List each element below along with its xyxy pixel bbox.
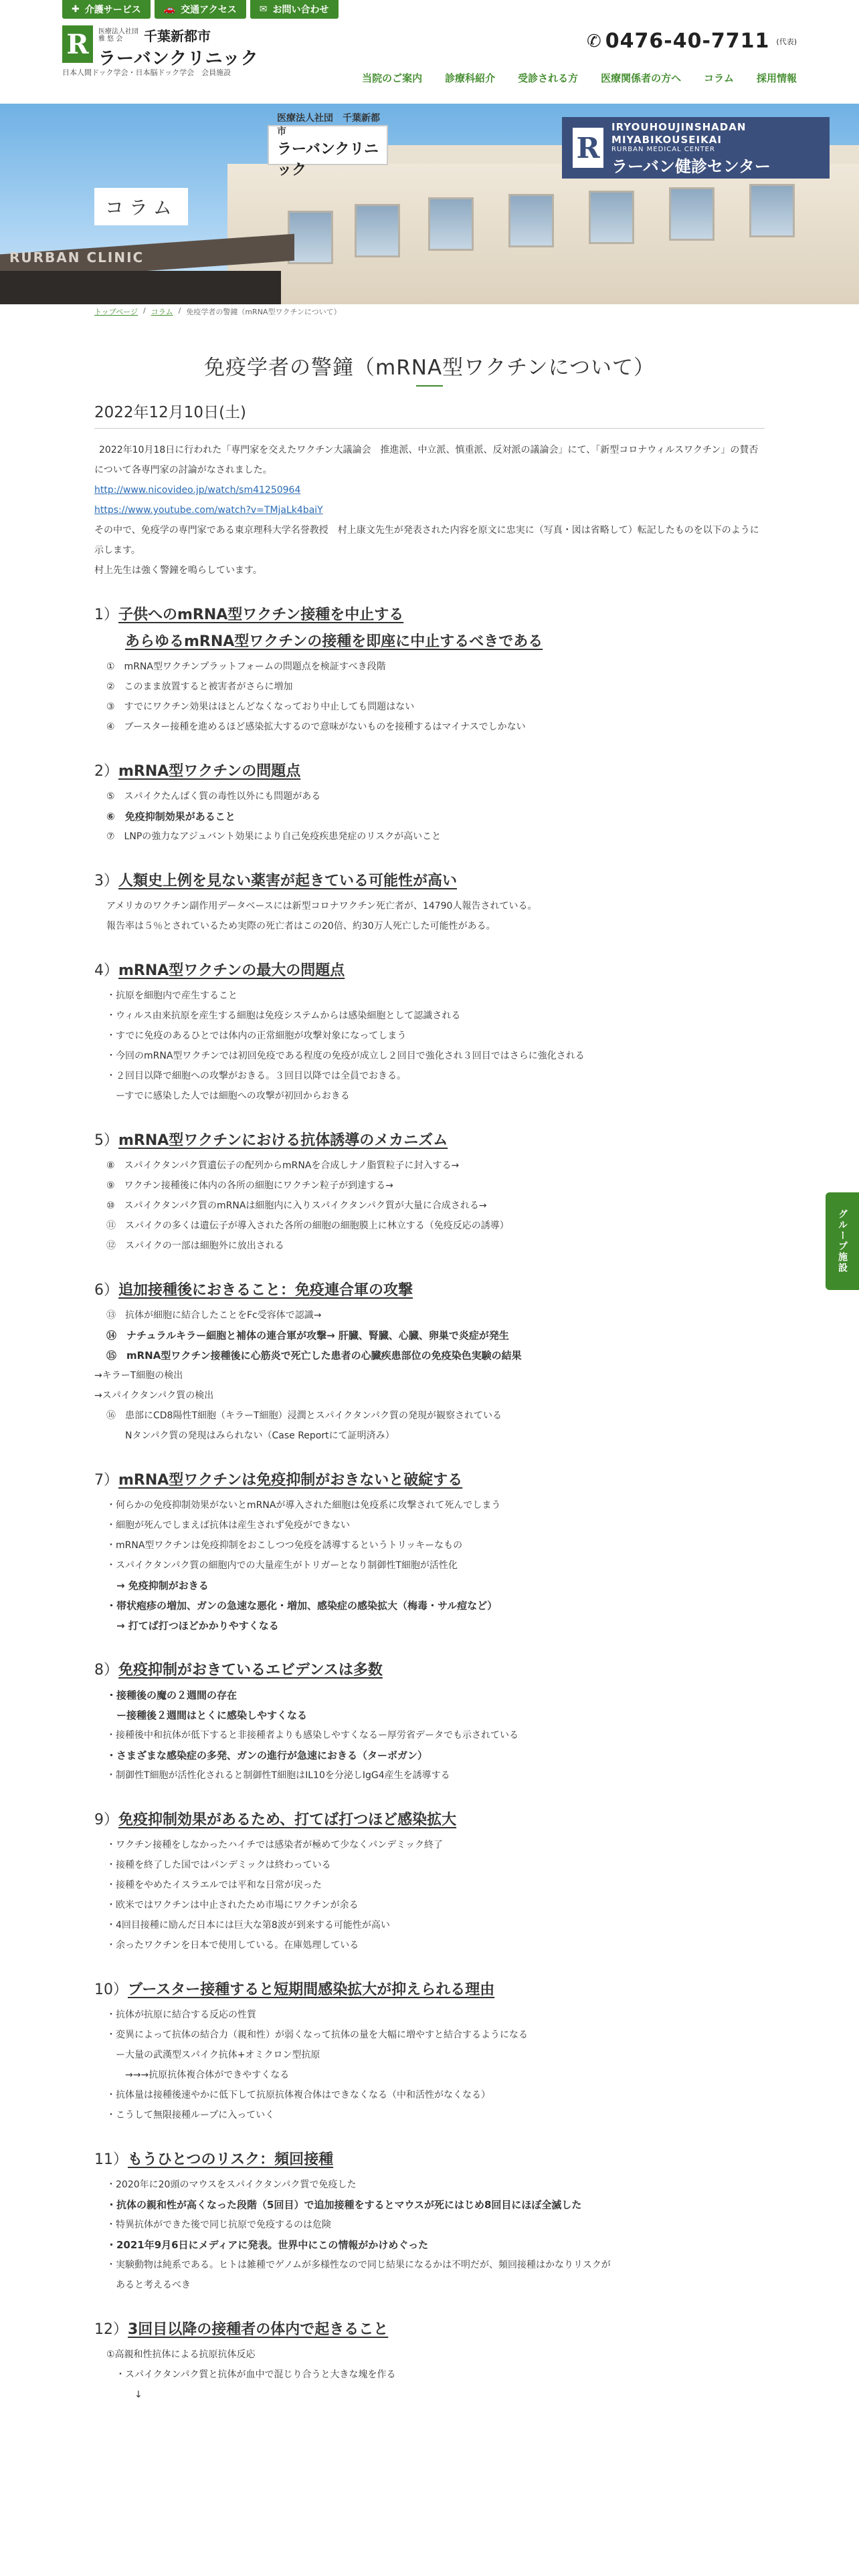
breadcrumb-separator: /: [143, 306, 146, 315]
section-title: 免疫抑制がおきているエビデンスは多数: [118, 1662, 383, 1679]
care-icon: ✚: [72, 4, 80, 15]
list-item: ③ すでにワクチン効果はほとんどなくなっており中止しても問題はない: [106, 702, 415, 712]
list-item: →キラーT細胞の検出: [94, 1370, 183, 1381]
title-underline: [416, 385, 443, 387]
section-list: [94, 2005, 765, 2125]
article-section: [94, 1279, 765, 1446]
building-window: [749, 184, 795, 237]
section-list: [94, 2345, 765, 2405]
list-item: ⑫ スパイクの一部は細胞外に放出される: [106, 1241, 284, 1251]
section-title: 人類史上例を見ない薬害が起きている可能性が高い: [118, 873, 458, 889]
list-item: ・接種をやめたイスラエルでは平和な日常が戻った: [106, 1880, 322, 1891]
article-section: [94, 869, 765, 936]
article-section: [94, 2148, 765, 2295]
list-item: ・２回目以降で細胞への攻撃がおきる。３回目以降では全員でおきる。: [106, 1071, 406, 1081]
intro-paragraph: 村上先生は強く警鐘を鳴らしています。: [94, 565, 262, 576]
list-item: ・スパイクタンパク質の細胞内での大量産生がトリガーとなり制御性T細胞が活性化: [106, 1560, 458, 1571]
logo-corp-name: 雅 悠 会: [98, 35, 123, 43]
list-item: あると考えるべき: [106, 2280, 191, 2290]
list-item: アメリカのワクチン副作用データベースには新型コロナワクチン死亡者が、14790人報告されている。: [106, 901, 537, 911]
intro-paragraph: その中で、免疫学の専門家である東京理科大学名誉教授 村上康文先生が発表された内容を原文に忠実に（写真・図は省略して）転記したものを以下のように示します。: [94, 525, 759, 556]
section-title: 追加接種後におきること：免疫連合軍の攻撃: [118, 1282, 413, 1299]
list-item: ・変異によって抗体の結合力（親和性）が弱くなって抗体の量を大幅に増やすと結合するようになる: [106, 2030, 528, 2040]
list-item: →→→抗原抗体複合体ができやすくなる: [106, 2070, 290, 2080]
logo-clinic-name: ラーバンクリニック: [98, 49, 259, 69]
section-number: 1）: [94, 607, 118, 623]
article-section: [94, 760, 765, 847]
intro-paragraph: 2022年10月18日に行われた「専門家を交えたワクチン大議論会 推進派、中立派、慎重派、反対派の議論会」にて、「新型コロナウィルスワクチン」の賛否について各専門家の討論がなされました。: [94, 445, 759, 475]
list-item: Nタンパク質の発現はみられない（Case Reportにて証明済み）: [106, 1430, 395, 1441]
section-title: mRNA型ワクチンにおける抗体誘導のメカニズム: [118, 1132, 448, 1149]
list-item: ① mRNA型ワクチンプラットフォームの問題点を検証すべき段階: [106, 661, 386, 672]
group-facilities-tab[interactable]: [826, 1192, 859, 1290]
article-body: [94, 440, 765, 2405]
util-button[interactable]: [155, 0, 246, 19]
site-logo[interactable]: [62, 25, 259, 70]
section-number: 6）: [94, 1282, 118, 1299]
section-list: [94, 786, 765, 847]
list-item: ・接種後中和抗体が低下すると非接種者よりも感染しやすくなるー厚労省データでも示されている: [106, 1730, 518, 1741]
list-item: ・制御性T細胞が活性化されると制御性T細胞はIL10を分泌しIgG4産生を誘導する: [106, 1770, 450, 1781]
list-item: ⑨ ワクチン接種後に体内の各所の細胞にワクチン粒子が到達する→: [106, 1180, 393, 1191]
section-number: 5）: [94, 1132, 118, 1149]
section-heading: [94, 1978, 765, 2002]
building-window: [508, 194, 554, 247]
section-number: 11）: [94, 2151, 128, 2168]
section-heading: [94, 1469, 765, 1493]
section-heading: [94, 959, 765, 983]
list-item: ・すでに免疫のあるひとでは体内の正常細胞が攻撃対象になってしまう: [106, 1031, 407, 1041]
list-item: ・スパイクタンパク質と抗体が血中で混じり合うと大きな塊を作る: [106, 2369, 396, 2380]
utility-nav: [62, 0, 339, 19]
building-window: [669, 187, 714, 241]
section-list: [94, 1156, 765, 1256]
article-intro: [94, 440, 765, 580]
section-list: [94, 1685, 765, 1786]
section-list: [94, 1305, 765, 1446]
list-item: 報告率は５％とされているため実際の死亡者はこの20倍、約30万人死亡した可能性がある。: [106, 921, 496, 932]
section-title: もうひとつのリスク：頻回接種: [128, 2151, 334, 2168]
post-date: 2022年12月10日(土): [94, 404, 247, 421]
sign-logo-icon: R: [573, 128, 603, 168]
article-section: [94, 603, 765, 737]
section-heading: [94, 1129, 765, 1153]
section-heading: [94, 2148, 765, 2172]
list-item: → 免疫抑制がおきる: [106, 1580, 209, 1592]
phone-contact[interactable]: [587, 29, 797, 53]
list-item: ・こうして無限接種ループに入っていく: [106, 2110, 275, 2121]
article-section: [94, 2318, 765, 2405]
nav-item[interactable]: 診療科紹介: [445, 72, 496, 84]
page-title: 免疫学者の警鐘（mRNA型ワクチンについて）: [204, 356, 655, 380]
list-item: ・さまざまな感染症の多発、ガンの進行が急速におきる（ターボガン）: [106, 1749, 428, 1761]
list-item: ⑬ 抗体が細胞に結合したことをFc受容体で認識→: [106, 1310, 322, 1321]
section-title: 子供へのmRNA型ワクチン接種を中止する: [118, 607, 404, 623]
list-item: ⑦ LNPの強力なアジュバント効果により自己免疫疾患発症のリスクが高いこと: [106, 831, 442, 842]
section-title: ブースター接種すると短期間感染拡大が抑えられる理由: [128, 1981, 495, 1998]
list-item: ・2020年に20頭のマウスをスパイクタンパク質で免疫した: [106, 2179, 357, 2190]
list-item: ーすでに感染した人では細胞への攻撃が初回からおきる: [106, 1091, 350, 1101]
list-item: ・接種を終了した国ではパンデミックは終わっている: [106, 1860, 331, 1870]
list-item: ①高親和性抗体による抗原抗体反応: [106, 2349, 256, 2360]
nav-item[interactable]: 当院のご案内: [362, 72, 423, 84]
list-item: ・ウィルス由来抗原を産生する細胞は免疫システムからは感染細胞として認識される: [106, 1010, 461, 1021]
list-item: ⑪ スパイクの多くは遺伝子が導入された各所の細胞の細胞膜上に林立する（免疫反応の誘導）: [106, 1220, 509, 1231]
list-item: ・細胞が死んでしまえば抗体は産生されず免疫ができない: [106, 1520, 350, 1531]
list-item: ⑥ 免疫抑制効果があること: [106, 811, 235, 823]
medical-center-sign: [562, 117, 830, 179]
list-item: ・mRNA型ワクチンは免疫抑制をおこしつつ免疫を誘導するというトリッキーなもの: [106, 1540, 463, 1551]
section-subtitle: あらゆるmRNA型ワクチンの接種を即座に中止するべきである: [125, 633, 543, 650]
list-item: ・抗体が抗原に結合する反応の性質: [106, 2010, 256, 2020]
section-title: mRNA型ワクチンの問題点: [118, 763, 301, 780]
building-window: [288, 211, 333, 264]
section-heading: [94, 2318, 765, 2342]
list-item: ② このまま放置すると被害者がさらに増加: [106, 681, 293, 692]
section-number: 3）: [94, 873, 118, 889]
section-heading: [94, 1808, 765, 1832]
util-button[interactable]: [250, 0, 339, 19]
mail-icon: ✉: [259, 4, 268, 15]
section-list: [94, 1835, 765, 1955]
list-item: ・帯状疱疹の増加、ガンの急速な悪化・増加、感染症の感染拡大（梅毒・サル痘など）: [106, 1600, 498, 1612]
list-item: ・特異抗体ができた後で同じ抗原で免疫するのは危険: [106, 2220, 331, 2230]
section-number: 4）: [94, 962, 118, 979]
list-item: ・余ったワクチンを日本で使用している。在庫処理している: [106, 1940, 359, 1951]
list-item: ⑩ スパイクタンパク質のmRNAは細胞内に入りスパイクタンパク質が大量に合成される→: [106, 1200, 487, 1211]
section-number: 7）: [94, 1472, 118, 1489]
breadcrumb: [94, 306, 341, 317]
list-item: ・ワクチン接種をしなかったハイチでは感染者が極めて少なくパンデミック終了: [106, 1840, 444, 1850]
canopy-sign: RURBAN CLINIC: [9, 249, 145, 265]
article-section: [94, 1808, 765, 1955]
hero-label: コラム: [94, 188, 188, 225]
breadcrumb-current: 免疫学者の警鐘（mRNA型ワクチンについて）: [186, 308, 341, 316]
clinic-sign-line1: 医療法人社団 千葉新都市: [277, 113, 380, 137]
section-number: 12）: [94, 2321, 128, 2338]
section-heading: [94, 1279, 765, 1303]
nicovideo-link[interactable]: http://www.nicovideo.jp/watch/sm41250964: [94, 485, 301, 496]
breadcrumb-column[interactable]: コラム: [151, 308, 173, 316]
list-item: ⑧ スパイクタンパク質遺伝子の配列からmRNAを合成しナノ脂質粒子に封入する→: [106, 1160, 460, 1171]
list-item: ⑮ mRNA型ワクチン接種後に心筋炎で死亡した患者の心臓疾患部位の免疫染色実験の結果: [106, 1350, 522, 1362]
list-item: ー接種後２週間はとくに感染しやすくなる: [106, 1709, 308, 1721]
section-number: 2）: [94, 763, 118, 780]
section-list: [94, 657, 765, 737]
phone-note: (代表): [776, 37, 797, 46]
section-list: [94, 896, 765, 936]
list-item: ・抗体量は接種後速やかに低下して抗原抗体複合体はできなくなる（中和活性がなくなる）: [106, 2090, 490, 2101]
list-item: ・抗体の親和性が高くなった段階（5回目）で追加接種をするとマウスが死にはじめ8回目にほぼ全滅した: [106, 2199, 582, 2211]
car-icon: 🚗: [163, 4, 176, 15]
section-list: [94, 1495, 765, 1636]
breadcrumb-home[interactable]: トップページ: [94, 308, 138, 316]
list-item: ④ ブースター接種を進めるほど感染拡大するので意味がないものを接種するはマイナスでしかない: [106, 722, 526, 732]
section-title: 免疫抑制効果があるため、打てば打つほど感染拡大: [118, 1812, 457, 1828]
section-list: [94, 986, 765, 1106]
clinic-sign: [268, 113, 388, 179]
center-sign-line2: RURBAN MEDICAL CENTER: [611, 145, 715, 153]
list-item: ・今回のmRNA型ワクチンでは初回免疫である程度の免疫が成立し２回目で強化され３回目ではさらに強化される: [106, 1051, 585, 1061]
nav-item[interactable]: 医療関係者の方へ: [601, 72, 682, 84]
global-nav: [362, 71, 797, 85]
site-header: [0, 0, 859, 104]
section-list: [94, 2175, 765, 2295]
section-number: 8）: [94, 1662, 118, 1679]
phone-number: 0476-40-7711: [605, 29, 770, 53]
article-sections: [94, 603, 765, 2405]
section-heading: [94, 760, 765, 784]
group-facilities-label: グループ施設: [837, 1209, 848, 1273]
list-item: ・抗原を細胞内で産生すること: [106, 990, 237, 1001]
building-window: [589, 191, 634, 244]
list-item: ↓: [106, 2389, 142, 2400]
building-window: [355, 204, 400, 257]
article-section: [94, 959, 765, 1106]
util-button-label: 介護サービス: [84, 5, 141, 15]
youtube-link[interactable]: https://www.youtube.com/watch?v=TMjaLk4baiY: [94, 505, 323, 516]
divider: [94, 428, 765, 429]
util-button-label: お問い合わせ: [272, 5, 329, 15]
clinic-sign-line2: ラーバンクリニック: [277, 141, 379, 179]
breadcrumb-separator: /: [178, 306, 181, 315]
section-title: mRNA型ワクチンは免疫抑制がおきないと破綻する: [118, 1472, 463, 1489]
list-item: ⑯ 患部にCD8陽性T細胞（キラーT細胞）浸潤とスパイクタンパク質の発現が観察されている: [106, 1410, 502, 1421]
section-heading: [94, 1658, 765, 1683]
list-item: ー大量の武漢型スパイク抗体+オミクロン型抗原: [106, 2050, 320, 2060]
list-item: ⑤ スパイクたんぱく質の毒性以外にも問題がある: [106, 791, 321, 802]
list-item: ⑭ ナチュラルキラー細胞と補体の連合軍が攻撃→ 肝臓、腎臓、心臓、卵巣で炎症が発生: [106, 1329, 509, 1341]
nav-item[interactable]: コラム: [704, 72, 734, 84]
center-sign-line1: IRYOUHOUJINSHADAN MIYABIKOUSEIKAI: [611, 120, 757, 146]
article-section: [94, 1469, 765, 1636]
list-item: ・欧米ではワクチンは中止されたため市場にワクチンが余る: [106, 1900, 359, 1911]
list-item: ・2021年9月6日にメディアに発表。世界中にこの情報がかけめぐった: [106, 2239, 429, 2251]
list-item: ・実験動物は純系である。ヒトは雑種でゲノムが多様性なので同じ結果になるかは不明だが、頻回接種はかなりリスクが: [106, 2260, 611, 2270]
util-button-label: 交通アクセス: [181, 5, 237, 15]
section-title: 3回目以降の接種者の体内で起きること: [128, 2321, 389, 2338]
nav-item[interactable]: 受診される方: [518, 72, 579, 84]
util-button[interactable]: [62, 0, 151, 19]
section-title: mRNA型ワクチンの最大の問題点: [118, 962, 345, 979]
section-number: 10）: [94, 1981, 128, 1998]
list-item: →スパイクタンパク質の検出: [94, 1390, 214, 1401]
list-item: → 打てば打つほどかかりやすくなる: [106, 1620, 279, 1632]
phone-icon: ✆: [586, 31, 601, 51]
list-item: ・何らかの免疫抑制効果がないとmRNAが導入された細胞は免疫系に攻撃されて死んでしまう: [106, 1500, 501, 1511]
section-heading: [94, 869, 765, 893]
article-section: [94, 1978, 765, 2125]
logo-city: 千葉新都市: [144, 28, 211, 44]
entrance-shadow: [0, 271, 281, 304]
section-heading: [94, 603, 765, 627]
section-number: 9）: [94, 1812, 118, 1828]
hero-banner: [0, 104, 859, 304]
article-section: [94, 1129, 765, 1256]
building-window: [428, 197, 474, 251]
logo-mark-icon: R: [62, 25, 93, 63]
nav-item[interactable]: 採用情報: [756, 72, 797, 84]
logo-membership-text: 日本人間ドック学会・日本脳ドック学会 会員施設: [62, 68, 231, 77]
logo-corp-type: 医療法人社団: [98, 27, 138, 35]
list-item: ・4回目接種に励んだ日本には巨大な第8波が到来する可能性が高い: [106, 1920, 390, 1931]
center-sign-line3: ラーバン健診センター: [611, 156, 771, 176]
list-item: ・接種後の魔の２週間の存在: [106, 1689, 237, 1701]
article-section: [94, 1658, 765, 1786]
